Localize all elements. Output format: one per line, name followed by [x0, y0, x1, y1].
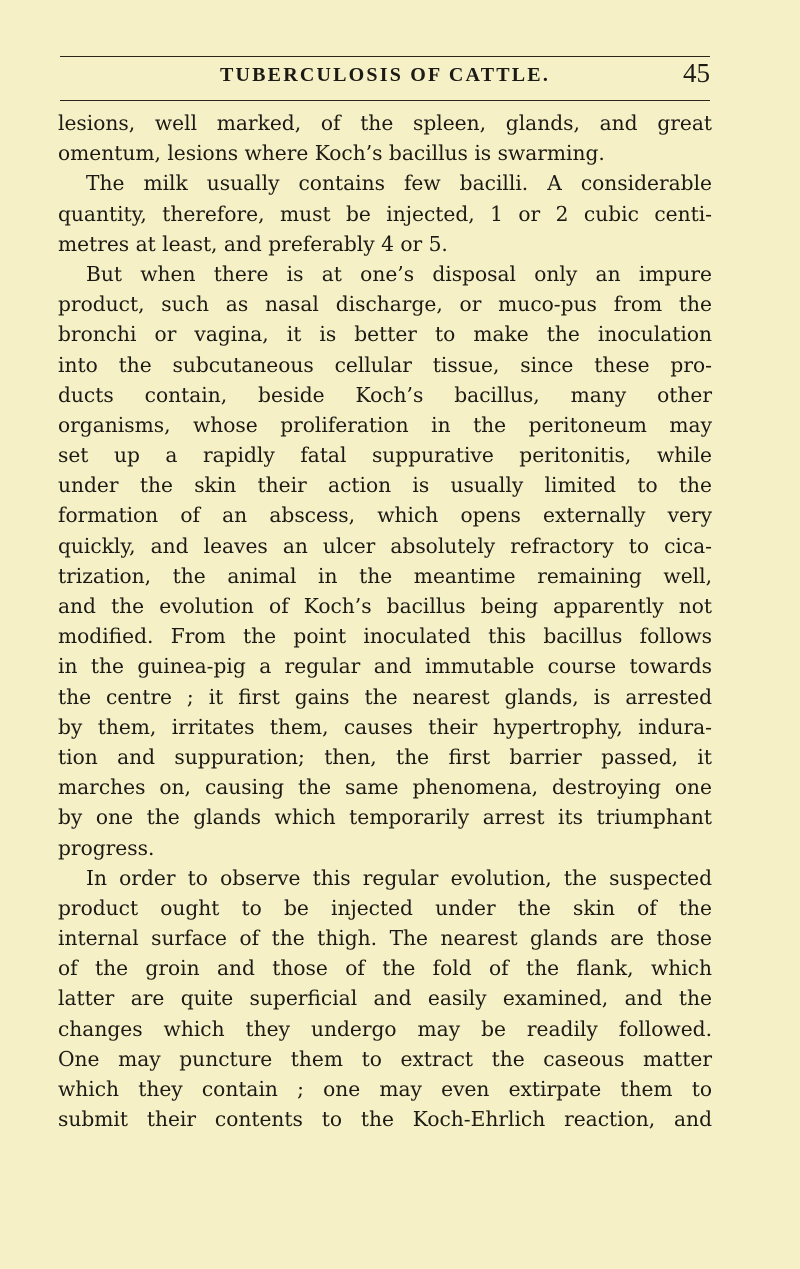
- text-line: quantity, therefore, must be injected, 1 or 2 cubic centi-: [58, 201, 712, 226]
- text-line: product ought to be injected under the skin of the: [58, 895, 712, 920]
- text-line: modified. From the point inoculated this bacillus follows: [58, 624, 712, 649]
- text-line: latter are quite superficial and easily examined, and the: [58, 986, 712, 1011]
- text-line: In order to observe this regular evolution, the suspected: [86, 865, 712, 890]
- body-text: [58, 108, 712, 1134]
- text-line: in the guinea-pig a regular and immutable course towards: [58, 654, 712, 679]
- text-line: One may puncture them to extract the caseous matter: [58, 1046, 712, 1071]
- text-line: into the subcutaneous cellular tissue, since these pro-: [58, 352, 712, 377]
- text-line: trization, the animal in the meantime remaining well,: [58, 563, 712, 588]
- text-line: product, such as nasal discharge, or muco-pus from the: [58, 292, 712, 317]
- text-line: which they contain ; one may even extirpate them to: [58, 1077, 712, 1101]
- header-bottom-rule: [60, 100, 710, 101]
- text-line: of the groin and those of the fold of the flank, which: [58, 956, 712, 981]
- text-line: and the evolution of Koch’s bacillus being apparently not: [58, 594, 712, 618]
- text-line: changes which they undergo may be readily followed.: [58, 1016, 712, 1041]
- text-line: metres at least, and preferably 4 or 5.: [58, 231, 448, 256]
- text-line: the centre ; it first gains the nearest glands, is arrested: [58, 684, 712, 709]
- text-line: ducts contain, beside Koch’s bacillus, many other: [58, 382, 712, 407]
- text-line: quickly, and leaves an ulcer absolutely refractory to cica-: [58, 533, 712, 558]
- text-line: organisms, whose proliferation in the peritoneum may: [58, 412, 712, 437]
- text-line: by one the glands which temporarily arrest its triumphant: [58, 805, 712, 830]
- text-line: marches on, causing the same phenomena, destroying one: [58, 775, 712, 800]
- text-line: set up a rapidly fatal suppurative peritonitis, while: [58, 443, 712, 468]
- text-line: bronchi or vagina, it is better to make the inoculation: [58, 322, 712, 347]
- text-line: omentum, lesions where Koch’s bacillus is swarming.: [58, 141, 605, 166]
- page-number: 45: [683, 58, 710, 88]
- text-line: lesions, well marked, of the spleen, glands, and great: [58, 111, 712, 135]
- text-line: under the skin their action is usually limited to the: [58, 473, 712, 498]
- text-line: The milk usually contains few bacilli. A considerable: [86, 171, 712, 196]
- text-line: internal surface of the thigh. The nearest glands are those: [58, 926, 712, 951]
- text-line: But when there is at one’s disposal only an impure: [86, 261, 712, 286]
- text-line: formation of an abscess, which opens externally very: [58, 503, 712, 528]
- text-line: submit their contents to the Koch-Ehrlich reaction, and: [58, 1107, 712, 1132]
- text-line: tion and suppuration; then, the first barrier passed, it: [58, 744, 712, 769]
- running-title: TUBERCULOSIS OF CATTLE.: [219, 64, 551, 86]
- text-line: progress.: [58, 835, 155, 860]
- running-header: [60, 60, 710, 94]
- header-top-rule: [60, 56, 710, 57]
- text-line: by them, irritates them, causes their hypertrophy, indura-: [58, 714, 712, 739]
